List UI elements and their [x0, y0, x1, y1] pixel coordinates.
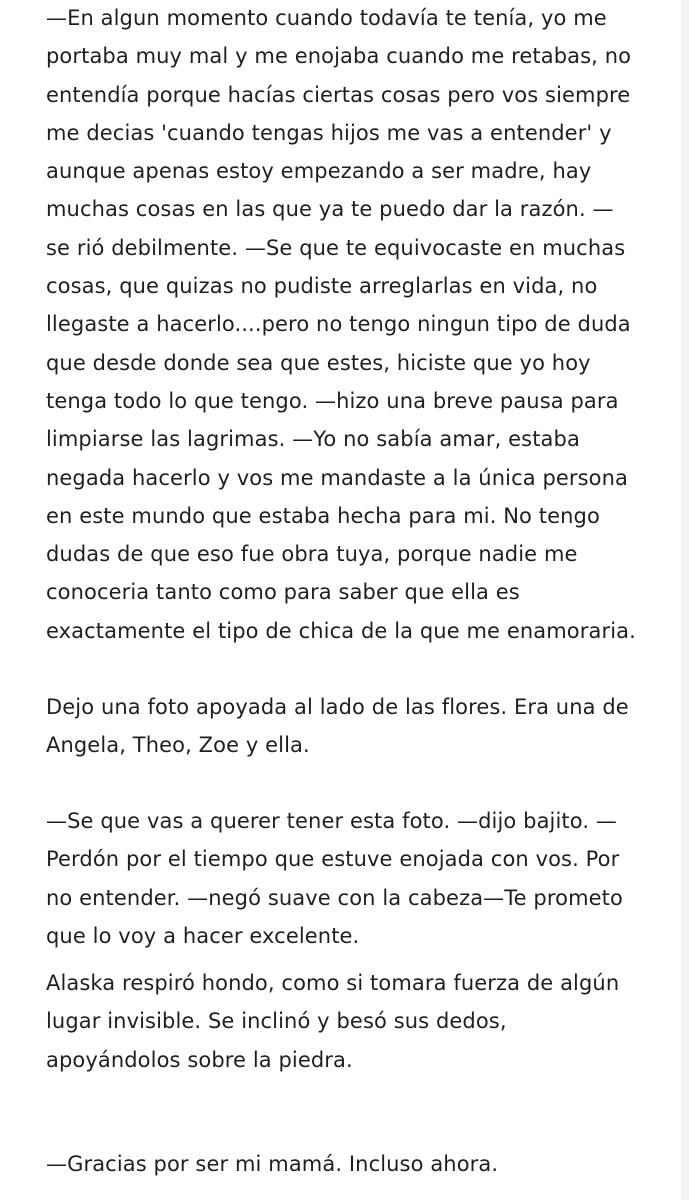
text-line: aunque apenas estoy empezando a ser madre, hay [46, 159, 592, 184]
paragraph-3 [46, 802, 666, 955]
text-line: —En algun momento cuando todavía te tenía, yo me [46, 6, 607, 30]
text-line: Alaska respiró hondo, como si tomara fuerza de algún [46, 971, 620, 995]
text-line: —Gracias por ser mi mamá. Incluso ahora. [46, 1152, 499, 1176]
paragraph-1 [46, 0, 666, 650]
text-line: dudas de que eso fue obra tuya, porque nadie me [46, 542, 578, 567]
paragraph-4 [46, 964, 666, 1079]
text-line: llegaste a hacerlo....pero no tengo ningun tipo de duda [46, 312, 631, 337]
text-line: entendía porque hacías ciertas cosas pero vos siempre [46, 82, 631, 107]
text-line: se rió debilmente. —Se que te equivocaste en muchas [46, 235, 626, 260]
paragraph-2 [46, 688, 666, 765]
text-line: que lo voy a hacer excelente. [46, 923, 360, 948]
text-line: en este mundo que estaba hecha para mi. No tengo [46, 503, 600, 528]
text-line: lugar invisible. Se inclinó y besó sus dedos, [46, 1009, 507, 1034]
text-line: portaba muy mal y me enojaba cuando me retabas, no [46, 44, 632, 69]
text-line: Angela, Theo, Zoe y ella. [46, 733, 310, 758]
text-line: Dejo una foto apoyada al lado de las flores. Era una de [46, 695, 629, 719]
paragraph-5 [46, 1145, 666, 1183]
text-line: —Se que vas a querer tener esta foto. —dijo bajito. — [46, 809, 617, 833]
text-line: cosas, que quizas no pudiste arreglarlas en vida, no [46, 274, 598, 299]
text-line: muchas cosas en las que ya te puedo dar la razón. — [46, 197, 614, 222]
text-line: limpiarse las lagrimas. —Yo no sabía amar, estaba [46, 427, 580, 452]
text-line: conoceria tanto como para saber que ella es [46, 580, 520, 605]
text-line: Perdón por el tiempo que estuve enojada con vos. Por [46, 847, 620, 872]
scrollbar-track[interactable] [681, 0, 689, 1200]
text-line: no entender. —negó suave con la cabeza—Te prometo [46, 885, 623, 910]
text-line: tenga todo lo que tengo. —hizo una breve pausa para [46, 388, 619, 413]
text-line: negada hacerlo y vos me mandaste a la única persona [46, 465, 629, 490]
text-line: que desde donde sea que estes, hiciste que yo hoy [46, 350, 591, 375]
text-line: exactamente el tipo de chica de la que me enamoraria. [46, 618, 636, 643]
text-line: apoyándolos sobre la piedra. [46, 1047, 353, 1072]
text-line: me decias 'cuando tengas hijos me vas a entender' y [46, 120, 612, 145]
